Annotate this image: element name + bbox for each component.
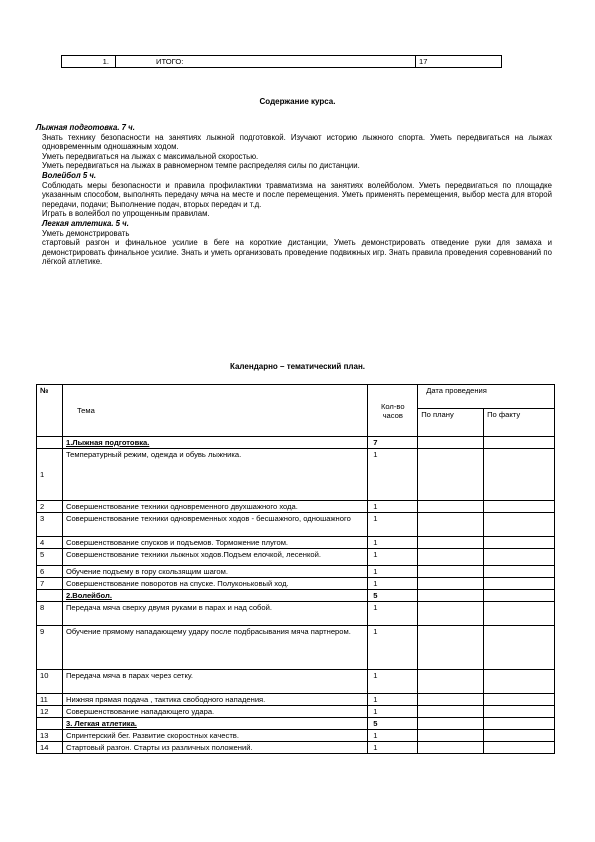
plan-table	[36, 384, 555, 754]
summary-label: ИТОГО:	[116, 56, 416, 68]
row-by-plan	[418, 537, 484, 549]
row-topic: Совершенствование техники одновременного двухшажного хода.	[62, 501, 367, 513]
row-num: 11	[37, 694, 63, 706]
content-paragraph: Лыжная подготовка. 7 ч.	[36, 123, 135, 132]
summary-table	[61, 55, 502, 68]
row-topic: Передача мяча в парах через сетку.	[62, 670, 367, 694]
row-hours: 1	[368, 626, 418, 670]
row-by-fact	[484, 694, 555, 706]
table-row	[37, 537, 555, 549]
row-by-plan	[418, 566, 484, 578]
row-hours: 1	[368, 670, 418, 694]
row-by-fact	[484, 566, 555, 578]
table-row	[37, 602, 555, 626]
row-by-fact	[484, 590, 555, 602]
row-hours: 1	[368, 537, 418, 549]
row-num	[37, 718, 63, 730]
row-num: 8	[37, 602, 63, 626]
row-by-fact	[484, 718, 555, 730]
content-paragraph: Соблюдать меры безопасности и правила профилактики травматизма на занятиях волейболом. Уметь передвигаться по площадке указанным способом, выполнять передачу мяча на месте и после перемещения. Уметь применять перемещения, выбор места для второй передачи, подачи; Выполнение подач, вторых передач и т.д.	[42, 180, 552, 209]
row-by-plan	[418, 694, 484, 706]
row-num: 14	[37, 742, 63, 754]
row-by-fact	[484, 501, 555, 513]
content-paragraph: стартовый разгон и финальное усилие в беге на короткие дистанции, Уметь демонстрировать отведение руки для замаха и демонстрировать финальное усилие. Знать и уметь организовать проведение подвижных игр. Знать правила проведения соревнований по лёгкой атлетике.	[42, 238, 552, 267]
row-by-plan	[418, 742, 484, 754]
table-row	[37, 578, 555, 590]
table-row	[37, 694, 555, 706]
row-topic: Совершенствование спусков и подъемов. Торможение плугом.	[62, 537, 367, 549]
header-num: №	[37, 385, 63, 437]
row-topic: Нижняя прямая подача , тактика свободного нападения.	[62, 694, 367, 706]
row-hours: 1	[368, 730, 418, 742]
content-paragraph: Играть в волейбол по упрощенным правилам.	[42, 209, 210, 219]
row-hours: 1	[368, 449, 418, 501]
row-by-plan	[418, 501, 484, 513]
table-row	[37, 566, 555, 578]
row-num: 3	[37, 513, 63, 537]
row-hours: 1	[368, 742, 418, 754]
row-by-fact	[484, 549, 555, 566]
table-row	[37, 590, 555, 602]
row-by-plan	[418, 706, 484, 718]
table-row	[37, 449, 555, 501]
row-by-plan	[418, 602, 484, 626]
row-num: 2	[37, 501, 63, 513]
row-by-fact	[484, 449, 555, 501]
row-hours: 5	[368, 718, 418, 730]
row-topic: Обучение прямому нападающему удару после подбрасывания мяча партнером.	[62, 626, 367, 670]
row-num: 10	[37, 670, 63, 694]
table-row	[37, 730, 555, 742]
row-hours: 1	[368, 513, 418, 537]
row-by-plan	[418, 578, 484, 590]
row-hours: 7	[368, 437, 418, 449]
table-row	[37, 718, 555, 730]
course-content	[36, 123, 552, 267]
summary-hours: 17	[416, 56, 502, 68]
plan-title: Календарно – тематический план.	[230, 362, 365, 371]
row-num: 4	[37, 537, 63, 549]
row-num: 6	[37, 566, 63, 578]
row-by-fact	[484, 513, 555, 537]
table-row	[37, 437, 555, 449]
row-topic: 2.Волейбол.	[62, 590, 367, 602]
row-hours: 1	[368, 578, 418, 590]
header-by-plan: По плану	[418, 409, 484, 437]
row-by-fact	[484, 537, 555, 549]
content-title: Содержание курса.	[259, 97, 336, 106]
row-topic: 1.Лыжная подготовка.	[62, 437, 367, 449]
header-topic: Тема	[62, 385, 367, 437]
row-by-fact	[484, 742, 555, 754]
row-hours: 1	[368, 706, 418, 718]
row-hours: 1	[368, 549, 418, 566]
content-paragraph: Уметь передвигаться на лыжах в равномерном темпе распределяя силы по дистанции.	[42, 161, 360, 171]
row-by-fact	[484, 578, 555, 590]
row-num: 1	[37, 449, 63, 501]
row-topic: Спринтерский бег. Развитие скоростных качеств.	[62, 730, 367, 742]
header-by-fact: По факту	[484, 409, 555, 437]
table-row	[37, 670, 555, 694]
row-topic: Совершенствование техники лыжных ходов.Подъем елочкой, лесенкой.	[62, 549, 367, 566]
row-by-fact	[484, 670, 555, 694]
header-hours: Кол-во часов	[368, 385, 418, 437]
summary-num: 1.	[62, 56, 116, 68]
row-num	[37, 590, 63, 602]
table-row	[37, 549, 555, 566]
table-row	[37, 742, 555, 754]
table-row	[37, 706, 555, 718]
row-hours: 1	[368, 501, 418, 513]
row-by-fact	[484, 730, 555, 742]
table-row	[37, 626, 555, 670]
content-paragraph: Уметь передвигаться на лыжах с максимальной скоростью.	[42, 151, 259, 161]
row-topic: 3. Легкая атлетика.	[62, 718, 367, 730]
row-by-plan	[418, 730, 484, 742]
row-by-plan	[418, 449, 484, 501]
row-num: 9	[37, 626, 63, 670]
row-topic: Совершенствование техники одновременных ходов - бесшажного, одношажного	[62, 513, 367, 537]
row-topic: Передача мяча сверху двумя руками в парах и над собой.	[62, 602, 367, 626]
row-by-plan	[418, 437, 484, 449]
row-by-plan	[418, 670, 484, 694]
row-topic: Стартовый разгон. Старты из различных положений.	[62, 742, 367, 754]
row-num: 13	[37, 730, 63, 742]
row-num	[37, 437, 63, 449]
row-topic: Совершенствование нападающего удара.	[62, 706, 367, 718]
content-paragraph: Легкая атлетика. 5 ч.	[42, 218, 129, 228]
content-paragraph: Волейбол 5 ч.	[42, 170, 97, 180]
row-num: 12	[37, 706, 63, 718]
table-row	[37, 501, 555, 513]
row-by-plan	[418, 513, 484, 537]
row-by-plan	[418, 718, 484, 730]
row-hours: 1	[368, 602, 418, 626]
row-num: 7	[37, 578, 63, 590]
row-by-plan	[418, 626, 484, 670]
content-paragraph: Уметь демонстрировать	[42, 228, 130, 238]
row-topic: Совершенствование поворотов на спуске. Полуконьковый ход.	[62, 578, 367, 590]
row-hours: 1	[368, 566, 418, 578]
row-topic: Температурный режим, одежда и обувь лыжника.	[62, 449, 367, 501]
content-paragraph: Знать технику безопасности на занятиях лыжной подготовкой. Изучают историю лыжного спорта. Уметь передвигаться на лыжах одновременным одношажным ходом.	[42, 132, 552, 152]
row-by-fact	[484, 602, 555, 626]
row-by-fact	[484, 706, 555, 718]
row-by-plan	[418, 549, 484, 566]
row-by-fact	[484, 626, 555, 670]
row-hours: 1	[368, 694, 418, 706]
row-by-plan	[418, 590, 484, 602]
row-topic: Обучение подъему в гору скользящим шагом.	[62, 566, 367, 578]
row-hours: 5	[368, 590, 418, 602]
table-row	[37, 513, 555, 537]
row-by-fact	[484, 437, 555, 449]
row-num: 5	[37, 549, 63, 566]
header-date: Дата проведения	[418, 385, 555, 409]
